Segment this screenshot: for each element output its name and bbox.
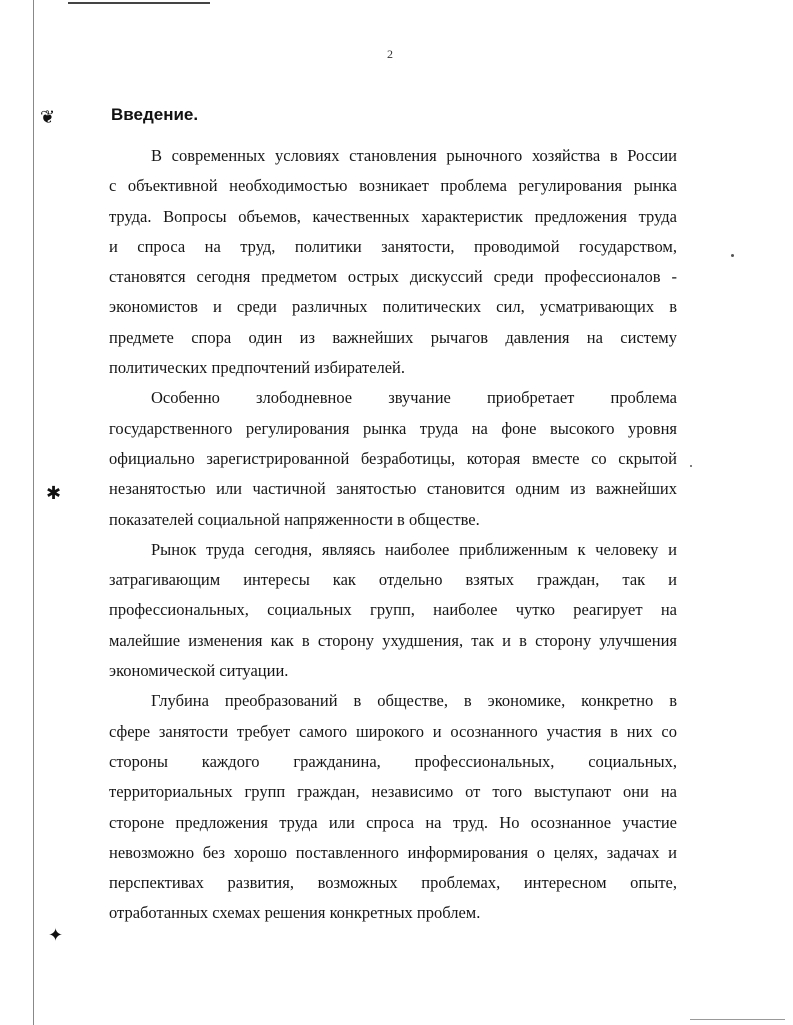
margin-blot-icon: ✱ (46, 483, 62, 503)
section-heading: Введение. (111, 105, 199, 124)
body-text (109, 141, 677, 929)
scan-left-edge (33, 0, 34, 1025)
text-line: предмете спора один из важнейших рычагов давления на систему (109, 327, 677, 347)
paragraph (109, 686, 677, 928)
text-line: отработанных схемах решения конкретных проблем. (109, 903, 481, 923)
text-line: незанятостью или частичной занятостью становится одним из важнейших (109, 479, 677, 499)
text-line: перспективах развития, возможных проблемах, интересном опыте, (109, 873, 677, 893)
text-line: показателей социальной напряженности в обществе. (109, 509, 480, 529)
text-line: профессиональных, социальных групп, наиболее чутко реагирует на (109, 600, 677, 620)
margin-blot-icon: ✦ (48, 925, 64, 945)
text-line: политических предпочтений избирателей. (109, 358, 405, 378)
paragraph (109, 141, 677, 383)
text-line: с объективной необходимостью возникает проблема регулирования рынка (109, 176, 677, 196)
scan-speck (690, 465, 692, 467)
text-line: Рынок труда сегодня, являясь наиболее приближенным к человеку и (151, 539, 677, 559)
paragraph (109, 383, 677, 534)
text-line: и спроса на труд, политики занятости, проводимой государством, (109, 236, 677, 256)
text-line: территориальных групп граждан, независимо от того выступают они на (109, 782, 677, 802)
margin-blot-icon: ❦ (40, 107, 56, 127)
scan-top-rule (68, 2, 210, 4)
text-line: невозможно без хорошо поставленного информирования о целях, задачах и (109, 842, 677, 862)
text-line: труда. Вопросы объемов, качественных характеристик предложения труда (109, 206, 677, 226)
paragraph (109, 535, 677, 686)
scan-speck (731, 254, 734, 257)
page-number: 2 (387, 47, 393, 61)
text-line: экономической ситуации. (109, 661, 289, 681)
text-line: официально зарегистрированной безработицы, которая вместе со скрытой (109, 448, 677, 468)
scan-bottom-rule (690, 1019, 785, 1020)
text-line: сфере занятости требует самого широкого и осознанного участия в них со (109, 721, 677, 741)
text-line: малейшие изменения как в сторону ухудшения, так и в сторону улучшения (109, 630, 677, 650)
text-line: стороне предложения труда или спроса на труд. Но осознанное участие (109, 812, 677, 832)
text-line: экономистов и среди различных политических сил, усматривающих в (109, 297, 677, 317)
text-line: Глубина преобразований в обществе, в экономике, конкретно в (151, 691, 677, 711)
text-line: становятся сегодня предметом острых дискуссий среди профессионалов - (109, 267, 677, 287)
text-line: стороны каждого гражданина, профессиональных, социальных, (109, 751, 677, 771)
text-line: затрагивающим интересы как отдельно взятых граждан, так и (109, 570, 677, 590)
text-line: Особенно злободневное звучание приобретает проблема (151, 388, 677, 408)
text-line: государственного регулирования рынка труда на фоне высокого уровня (109, 418, 677, 438)
text-line: В современных условиях становления рыночного хозяйства в России (151, 146, 677, 165)
